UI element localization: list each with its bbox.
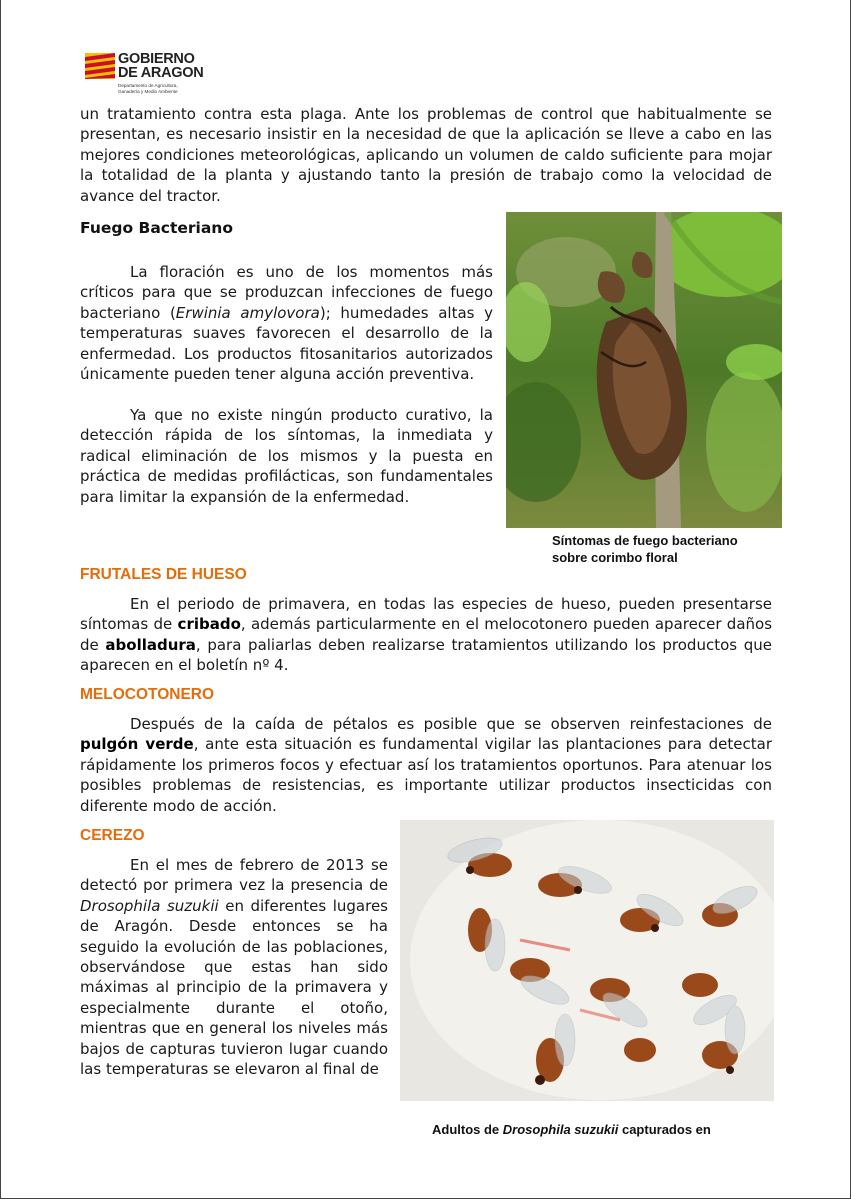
fuego-paragraph-1 — [80, 262, 493, 384]
cerezo-paragraph — [80, 855, 388, 1079]
fuego-bacteriano-heading: Fuego Bacteriano — [80, 219, 233, 237]
hueso-text-a: En el periodo de primavera, en todas las especies de hueso, pueden presentarse síntomas de — [80, 595, 772, 634]
cerezo-text-a: En el mes de febrero de 2013 se detectó por primera vez la presencia de — [80, 856, 388, 895]
fuego-photo-caption — [552, 532, 738, 566]
melo-text-a: Después de la caída de pétalos es posible que se observen reinfestaciones de — [130, 715, 772, 733]
logo-sub2: Ganadería y Medio Ambiente — [118, 88, 178, 94]
logo-subtitle — [118, 83, 218, 94]
fuego-p1-italic: Erwinia amylovora — [175, 303, 320, 322]
melocotonero-paragraph — [80, 714, 772, 816]
logo-sub1: Departamento de Agricultura, — [118, 83, 178, 88]
cerezo-italic: Drosophila suzukii — [80, 896, 219, 915]
fuego-caption-line1: Síntomas de fuego bacteriano — [552, 533, 738, 548]
aragon-flag-icon — [85, 53, 115, 79]
hueso-text-c: , además particularmente en el melocotonero pueden aparecer daños de — [80, 615, 773, 654]
hueso-paragraph — [80, 594, 772, 676]
cerezo-text-b: en diferentes lugares de Aragón. Desde entonces se ha seguido la evolución de las poblaciones, observándose que estas han sido máximas al principio de la primavera y especialmente durante el otoño, mientras que en general los niveles más bajos de capturas tuvieron lugar cuando las temperaturas se elevaron al final de — [80, 896, 388, 1079]
melo-pulgon-verde: pulgón verde — [80, 735, 194, 754]
melocotonero-heading: MELOCOTONERO — [80, 686, 215, 703]
intro-paragraph: un tratamiento contra esta plaga. Ante los problemas de control que habitualmente se presentan, es necesario insistir en la necesidad de que la aplicación se lleve a cabo en las mejores condiciones meteorológicas, aplicando un volumen de caldo suficiente para mojar la totalidad de la planta y ajustando tanto la presión de trabajo como la velocidad de avance del tractor. — [80, 105, 772, 205]
cerezo-heading: CEREZO — [80, 827, 145, 844]
fuego-p1-a: La floración es uno de los momentos más críticos para que se produzcan infecciones de fuego bacteriano ( — [80, 263, 493, 322]
drosophila-caption-a: Adultos de — [432, 1122, 503, 1137]
drosophila-photo — [400, 820, 774, 1101]
fuego-p1-b: ); humedades altas y temperaturas suaves favorecen el desarrollo de la enfermedad. Los productos fitosanitarios autorizados únicamente pueden tener alguna acción preventiva. — [80, 303, 493, 384]
frutales-hueso-heading: FRUTALES DE HUESO — [80, 566, 247, 583]
logo-line2: DE ARAGON — [118, 65, 204, 81]
hueso-abolladura: abolladura — [105, 635, 196, 654]
drosophila-photo-caption — [432, 1121, 711, 1138]
gobierno-aragon-logo — [85, 50, 217, 100]
fuego-caption-line2: sobre corimbo floral — [552, 550, 678, 565]
fuego-paragraph-2: Ya que no existe ningún producto curativo, la detección rápida de los síntomas, la inmediata y radical eliminación de los mismos y la puesta en práctica de medidas profilácticas, son fundamentales para limitar la expansión de la enfermedad. — [80, 406, 493, 506]
logo-line1: GOBIERNO — [118, 51, 195, 67]
fuego-bacteriano-photo — [506, 212, 782, 528]
drosophila-photo-illustration — [400, 820, 774, 1101]
fuego-photo-illustration — [506, 212, 782, 528]
melo-text-c: , ante esta situación es fundamental vigilar las plantaciones para detectar rápidamente los primeros focos y efectuar así los tratamientos oportunos. Para atenuar los posibles problemas de resistencias, es importante utilizar productos insecticidas con diferente modo de acción. — [80, 735, 772, 815]
hueso-cribado: cribado — [177, 615, 241, 634]
hueso-text-d: , para paliarlas deben realizarse tratamientos utilizando los productos que aparecen en el boletín nº 4. — [80, 635, 772, 675]
drosophila-caption-italic: Drosophila suzukii — [502, 1122, 619, 1137]
drosophila-caption-b: capturados en — [618, 1122, 711, 1137]
